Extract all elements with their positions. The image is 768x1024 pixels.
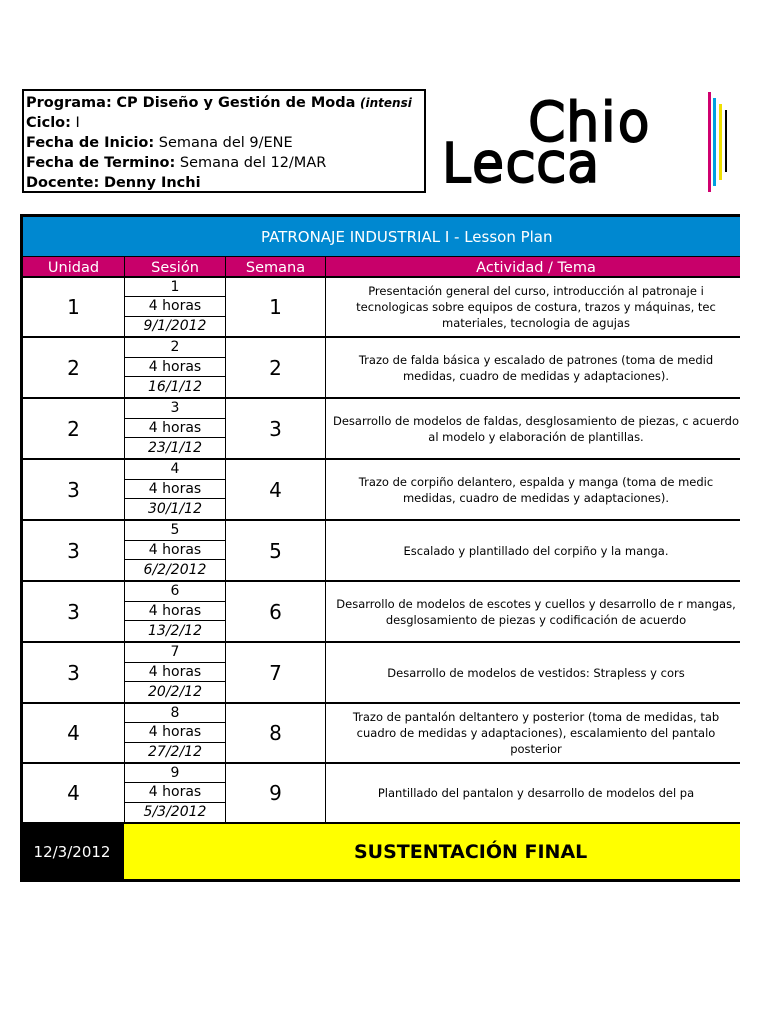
docente-line — [26, 173, 422, 193]
final-label: SUSTENTACIÓN FINAL — [354, 840, 588, 863]
semana-cell: 6 — [226, 582, 326, 641]
docente-value: Denny Inchi — [103, 175, 201, 191]
sesion-hours: 4 horas — [125, 358, 225, 378]
logo-stripe-black — [725, 110, 727, 172]
sesion-hours: 4 horas — [125, 723, 225, 742]
sesion-cell — [124, 764, 226, 822]
actividad-cell: Plantillado del pantalon y desarrollo de modelos del pa — [377, 786, 695, 800]
semana-cell: 4 — [226, 460, 326, 519]
sesion-number: 8 — [125, 704, 225, 723]
table-row — [20, 582, 740, 643]
sesion-hours: 4 horas — [125, 541, 225, 561]
sesion-hours: 4 horas — [125, 297, 225, 316]
table-row — [20, 460, 740, 521]
unidad-cell: 3 — [20, 460, 124, 519]
programa-line — [26, 93, 422, 113]
unidad-cell: 3 — [20, 521, 124, 580]
ciclo-line — [26, 113, 422, 133]
actividad-cell: Escalado y plantillado del corpiño y la manga. — [403, 543, 669, 558]
logo-stripe-magenta — [708, 92, 711, 192]
unidad-cell: 2 — [20, 399, 124, 458]
sesion-number: 1 — [125, 278, 225, 297]
sesion-date: 20/2/12 — [148, 684, 202, 701]
sesion-number: 3 — [125, 399, 225, 419]
sesion-date: 30/1/12 — [148, 501, 202, 518]
header-sesion: Sesión — [124, 256, 226, 278]
table-row — [20, 643, 740, 704]
final-row — [20, 824, 740, 882]
sesion-cell — [124, 460, 226, 519]
docente-label: Docente: — [26, 175, 100, 191]
course-info-box — [22, 89, 426, 193]
plan-title-bar — [20, 214, 740, 256]
sesion-hours: 4 horas — [125, 480, 225, 500]
programa-label: Programa: — [26, 95, 112, 111]
sesion-date: 6/2/2012 — [143, 562, 207, 579]
logo-line2: Lecca — [442, 134, 602, 194]
semana-cell: 8 — [226, 704, 326, 762]
ciclo-value: I — [75, 115, 80, 131]
sesion-hours: 4 horas — [125, 663, 225, 683]
termino-value: Semana del 12/MAR — [179, 155, 327, 171]
actividad-cell: Trazo de corpiño delantero, espalda y manga (toma de medic medidas, cuadro de medidas y adaptaciones). — [358, 474, 714, 505]
semana-cell: 9 — [226, 764, 326, 822]
sesion-cell — [124, 582, 226, 641]
sesion-cell — [124, 278, 226, 336]
inicio-value: Semana del 9/ENE — [158, 135, 293, 151]
header-semana: Semana — [226, 256, 326, 278]
inicio-label: Fecha de Inicio: — [26, 135, 155, 151]
lesson-plan-table — [20, 214, 740, 884]
unidad-cell: 1 — [20, 278, 124, 336]
sesion-hours: 4 horas — [125, 602, 225, 622]
sesion-date: 16/1/12 — [148, 379, 202, 396]
semana-cell: 2 — [226, 338, 326, 397]
sesion-number: 7 — [125, 643, 225, 663]
programa-suffix: (intensi — [360, 96, 412, 110]
table-row — [20, 338, 740, 399]
sesion-date: 13/2/12 — [148, 623, 202, 640]
actividad-cell: Trazo de falda básica y escalado de patrones (toma de medid medidas, cuadro de medidas y adaptaciones). — [358, 352, 714, 383]
sesion-number: 2 — [125, 338, 225, 358]
logo-stripe-cyan — [713, 98, 716, 186]
semana-cell: 3 — [226, 399, 326, 458]
actividad-cell: Trazo de pantalón deltantero y posterior (toma de medidas, tab cuadro de medidas y adaptaciones), escalamiento del pantalo posterior — [352, 710, 720, 756]
sesion-hours: 4 horas — [125, 419, 225, 439]
table-row — [20, 764, 740, 824]
sesion-hours: 4 horas — [125, 783, 225, 802]
sesion-date: 27/2/12 — [148, 744, 202, 761]
table-row — [20, 278, 740, 338]
actividad-cell: Presentación general del curso, introducción al patronaje i tecnologicas sobre equipos de costura, trazos y máquinas, tec materiales, tecnologia de agujas — [356, 284, 716, 330]
table-row — [20, 399, 740, 460]
logo-stripe-yellow — [719, 104, 722, 180]
sesion-cell — [124, 704, 226, 762]
semana-cell: 5 — [226, 521, 326, 580]
table-row — [20, 521, 740, 582]
sesion-cell — [124, 643, 226, 702]
unidad-cell: 3 — [20, 643, 124, 702]
sesion-cell — [124, 399, 226, 458]
sesion-number: 9 — [125, 764, 225, 783]
sesion-number: 4 — [125, 460, 225, 480]
unidad-cell: 4 — [20, 764, 124, 822]
sesion-date: 5/3/2012 — [143, 804, 207, 821]
programa-value: CP Diseño y Gestión de Moda — [116, 95, 356, 111]
sesion-date: 9/1/2012 — [143, 318, 207, 335]
table-row — [20, 704, 740, 764]
termino-line — [26, 153, 422, 173]
actividad-cell: Desarrollo de modelos de vestidos: Strapless y cors — [387, 665, 685, 680]
sesion-cell — [124, 521, 226, 580]
sesion-number: 5 — [125, 521, 225, 541]
inicio-line — [26, 133, 422, 153]
final-label-cell — [124, 824, 740, 879]
ciclo-label: Ciclo: — [26, 115, 71, 131]
semana-cell: 7 — [226, 643, 326, 702]
unidad-cell: 2 — [20, 338, 124, 397]
unidad-cell: 4 — [20, 704, 124, 762]
header-actividad: Actividad / Tema — [326, 256, 740, 278]
plan-title: PATRONAJE INDUSTRIAL I - Lesson Plan — [261, 228, 553, 246]
chio-lecca-logo — [440, 88, 740, 198]
sesion-cell — [124, 338, 226, 397]
actividad-cell: Desarrollo de modelos de escotes y cuellos y desarrollo de r mangas, desglosamiento de piezas y codificación de acuerdo — [336, 596, 736, 627]
unidad-cell: 3 — [20, 582, 124, 641]
sesion-date: 23/1/12 — [148, 440, 202, 457]
sesion-number: 6 — [125, 582, 225, 602]
final-date: 12/3/2012 — [20, 824, 124, 879]
actividad-cell: Desarrollo de modelos de faldas, desglosamiento de piezas, c acuerdo al modelo y elaboración de plantillas. — [332, 413, 740, 444]
termino-label: Fecha de Termino: — [26, 155, 176, 171]
semana-cell: 1 — [226, 278, 326, 336]
header-unidad: Unidad — [20, 256, 124, 278]
logo-line1: Chio — [528, 93, 652, 153]
